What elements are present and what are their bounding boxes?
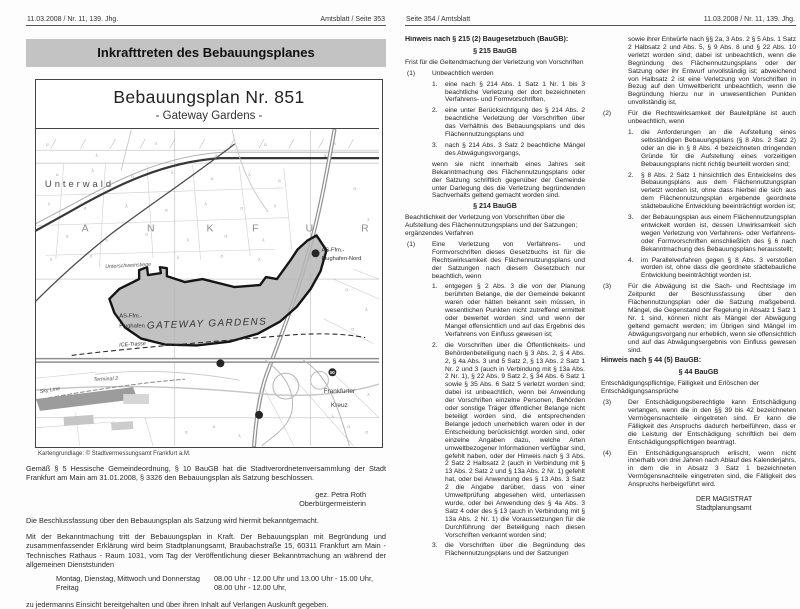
resolution-paragraph: Gemäß § 5 Hessische Gemeindeordnung, § 10 BauGB hat die Stadtverordnetenversammlung der Stadt Frankfurt am Main am 31.01.2008, § 3326 den Bebauungsplan als Satzung beschlossen. [26, 464, 386, 483]
svg-text:λ: λ [91, 169, 94, 175]
interchange-label-2: Kreuz [330, 401, 348, 409]
page-right [405, 0, 796, 588]
page-header-left [26, 0, 386, 26]
banner: Inkrafttreten des Bebauungsplanes [26, 39, 386, 67]
city-name-letters [82, 223, 370, 234]
svg-text:λ: λ [47, 202, 51, 208]
statute-columns [405, 36, 796, 588]
plan-subtitle: - Gateway Gardens - [155, 110, 263, 122]
svg-text:α: α [240, 206, 244, 212]
list-item: 2. eine unter Berücksichtigung des § 214 Abs. 2 beachtliche Verletzung der Vorschriften über das Verhältnis des Bebauungsplans und des Flächennutzungsplans und [432, 107, 585, 139]
section-heading: Hinweis nach § 44 (5) BauGB: [601, 356, 702, 365]
svg-text:α: α [45, 143, 49, 149]
junction-north-label-1: AS-Ffm.- [321, 247, 345, 254]
closing-paragraph: zu jedermanns Einsicht bereitgehalten und über ihren Inhalt auf Verlangen Auskunft gegeben. [26, 599, 329, 609]
svg-text:F: F [252, 223, 259, 235]
paragraph: Entschädigungspflichtige, Fälligkeit und Erlöschen der Entschädigungsansprüche [601, 380, 759, 396]
svg-text:α: α [323, 154, 327, 160]
office-hours [56, 574, 386, 593]
plan-box [35, 79, 383, 448]
svg-text:λ: λ [154, 142, 158, 148]
list-item: (4) Ein Entschädigungsanspruch erlischt, wenn nicht innerhalb von drei Jahren nach Ablauf des Kalenderjahrs, in dem die in Absatz 3 Satz 1 bezeichneten Vermögensnachteile eingetreten sind, die Fälligkeit des Anspruchs herbeigeführt wird. [603, 449, 796, 489]
svg-text:α: α [347, 424, 351, 430]
svg-text:λ: λ [105, 238, 108, 244]
junction-airport-label-2: Flughafen [119, 323, 145, 330]
svg-text:λ: λ [186, 238, 190, 244]
svg-text:λ: λ [262, 238, 265, 244]
svg-text:α: α [55, 172, 59, 178]
signature-block [26, 491, 386, 509]
header-page-label: Amtsblatt / Seite 353 [320, 16, 385, 23]
closing-signature: DER MAGISTRAT Stadtplanungsamt [696, 496, 753, 512]
list-item: (3) Der Entschädigungsberechtigte kann Entschädigung verlangen, wenn die in den §§ 39 bis 42 bezeichneten Vermögensnachteile eingetreten sind. Er kann die Fälligkeit des Anspruchs dadurch herbeiführen, dass er die Leistung der Entschädigung schriftlich bei dem Entschädigungspflichtigen beantragt. [603, 399, 796, 446]
svg-text:λ: λ [125, 204, 128, 210]
sbahn-label: Sky Line [39, 385, 61, 396]
paragraph: Frist für die Geltendmachung der Verletzung von Vorschriften [405, 58, 584, 66]
svg-text:λ: λ [170, 170, 174, 176]
announcement-paragraph: Die Beschlussfassung über den Bebauungsplan als Satzung wird hiermit bekanntgemacht. [26, 516, 319, 525]
list-item: (3) Für die Abwägung ist die Sach- und Rechtslage im Zeitpunkt der Beschlussfassung über den Flächennutzungsplan oder die Satzung maßgebend. Mängel, die Gegenstand der Regelung in Absatz 1 Satz 1 Nr. 1 sind, können nicht als Mängel der Abwägung geltend gemacht werden; im Übrigen sind Mängel im Abwägungsvorgang nur erheblich, wenn sie offensichtlich und auf das Abwägungsergebnis von Einfluss gewesen sind. [603, 283, 796, 354]
svg-text:λ: λ [367, 218, 370, 224]
svg-text:λ: λ [273, 204, 277, 210]
site-map [36, 128, 379, 447]
section-heading: Hinweis nach § 215 (2) Baugesetzbuch (BauGB): [405, 36, 569, 43]
header-page-label: Seite 354 / Amtsblatt [406, 16, 471, 23]
effect-paragraph: Mit der Bekanntmachung tritt der Bebauungsplan in Kraft. Der Bebauungsplan mit Begründung und zusammenfassender Erklärung wird beim Stadtplanungsamt, Braubachstraße 15, 60311 Frankfurt am Main - Technisches Rathaus - Raum 1031, vom Tag der Veröffentlichung dieser Bekanntmachung an während der allgemeinen Dienststunden [26, 532, 386, 569]
svg-text:α: α [224, 234, 228, 240]
svg-text:α: α [145, 232, 148, 238]
page-left [26, 0, 386, 609]
list-item: 4. im Parallelverfahren gegen § 8 Abs. 3 verstoßen worden ist, ohne dass die geordnete städtebauliche Entwicklung beeinträchtigt worden ist. [628, 256, 796, 280]
list-item: 1. die Anforderungen an die Aufstellung eines selbständigen Bebauungsplans (§ 8 Abs. 2 Satz 2) oder an die in § 8 Abs. 4 bezeichneten dringenden Gründe für die Aufstellung eines vorzeitigen Bebauungsplans nicht richtig beurteilt worden sind; [628, 128, 796, 168]
list-item: 3. nach § 214 Abs. 3 Satz 2 beachtliche Mängel des Abwägungsvorgangs, [432, 141, 585, 157]
svg-text:α: α [184, 430, 188, 436]
list-item: 1. entgegen § 2 Abs. 3 die von der Planung berührten Belange, die der Gemeinde bekannt waren oder hätten bekannt sein müssen, in wesentlichen Punkten nicht zutreffend ermittelt oder bewertet worden sind und wenn der Mangel offensichtlich und auf das Ergebnis des Verfahrens von Einfluss gewesen ist; [432, 283, 585, 338]
terminal-label: Terminal 2 [93, 375, 119, 384]
svg-text:λ: λ [333, 142, 336, 148]
column-2 [601, 36, 796, 588]
svg-text:λ: λ [238, 434, 241, 440]
svg-text:A: A [81, 223, 89, 235]
svg-text:λ: λ [176, 256, 180, 262]
paragraph: wenn sie nicht innerhalb eines Jahres seit Bekanntmachung des Flächennutzungsplans oder der Satzung schriftlich gegenüber der Gemeinde unter Darlegung des die Verletzung begründenden Sachverhalts geltend gemacht worden sind. [432, 160, 585, 200]
paragraph: Beachtlichkeit der Verletzung von Vorschriften über die Aufstellung des Flächennutzungsplans und der Satzungen; ergänzendes Verfahren [405, 214, 578, 238]
svg-text:R: R [361, 223, 369, 235]
map-caption: Kartengrundlage: © Stadtvermessungsamt Frankfurt a.M. [38, 451, 191, 457]
interchange-label-1: Frankfurter [323, 388, 356, 396]
svg-text:50: 50 [330, 369, 335, 375]
header-date: 11.03.2008 / Nr. 11, 139. Jhg. [703, 16, 795, 23]
buildings [36, 387, 149, 430]
svg-text:λ: λ [331, 414, 334, 420]
svg-text:α: α [89, 254, 93, 260]
svg-text:α: α [277, 178, 281, 184]
junction-north-label-2: Flughafen-Nord [321, 256, 362, 263]
plan-title: Bebauungsplan Nr. 851 [113, 87, 305, 107]
svg-text:α: α [131, 174, 135, 180]
svg-text:λ: λ [95, 154, 98, 160]
svg-text:α: α [83, 206, 87, 212]
list-item: (1) Unbeachtlich werden [407, 69, 494, 77]
svg-text:α: α [212, 424, 216, 430]
law-heading: § 215 BauGB [473, 46, 517, 55]
svg-text:α: α [365, 430, 368, 436]
ice-route-label: ICE-Trasse [119, 341, 146, 349]
junction-airport-label-1: AS-Ffm.- [119, 313, 143, 320]
list-item: 2. § 8 Abs. 2 Satz 1 hinsichtlich des Entwickelns des Bebauungsplans aus dem Flächennutzungsplan verletzt worden ist, ohne dass hierbei die sich aus dem Flächennutzungsplan ergebende geordnete städtebauliche Entwicklung beeinträchtigt worden ist; [628, 171, 796, 211]
svg-text:λ: λ [49, 258, 53, 264]
plan-area-label: GATEWAY GARDENS [146, 316, 268, 332]
svg-text:α: α [164, 208, 168, 214]
svg-text:α: α [264, 143, 267, 149]
svg-text:λ: λ [204, 202, 207, 208]
svg-text:U: U [305, 223, 314, 235]
forest-label: Unterwald [44, 177, 115, 189]
svg-text:N: N [147, 223, 155, 235]
header-date: 11.03.2008 / Nr. 11, 139. Jhg. [27, 16, 119, 23]
svg-text:λ: λ [367, 393, 370, 399]
law-heading: § 44 BauGB [678, 368, 719, 377]
list-item: (1) Eine Verletzung von Verfahrens- und Formvorschriften dieses Gesetzbuchs ist für die Rechtswirksamkeit des Flächennutzungsplans und der Satzungen nach diesem Gesetzbuch nur beachtlich, wenn [407, 240, 585, 280]
office-hours-row: Freitag 08.00 Uhr - 12.00 Uhr, [56, 583, 287, 593]
list-item: 3. die Vorschriften über die Begründung des Flächennutzungsplans und der Satzungen [432, 542, 585, 558]
svg-text:α: α [220, 254, 224, 260]
signature-title: Oberbürgermeisterin [299, 499, 366, 509]
svg-text:α: α [353, 186, 357, 192]
svg-text:α: α [65, 234, 69, 240]
svg-text:λ: λ [258, 258, 261, 264]
svg-text:α: α [351, 327, 355, 333]
svg-text:λ: λ [365, 307, 368, 313]
svg-text:α: α [345, 287, 349, 293]
street-label: Unterschweinstiege [105, 261, 152, 271]
svg-text:λ: λ [248, 172, 251, 178]
page-header-right [405, 0, 796, 26]
svg-text:α: α [210, 176, 214, 182]
list-item: 2. die Vorschriften über die Öffentlichkeits- und Behördenbeteiligung nach § 3 Abs. 2, § 4 Abs. 2, § 4a Abs. 3 und 5 Satz 2, § 13 Abs. 2 Satz 1 Nr. 2 und 3 (auch in Verbindung mit § 13a Abs. 2 Nr. 1), § 22 Abs. 9 Satz 2, § 34 Abs. 6 Satz 1 sowie § 35 Abs. 6 Satz 5 verletzt worden sind; dabei ist unbeachtlich, wenn bei Anwendung der Vorschriften einzelne Personen, Behörden oder sonstige Träger öffentlicher Belange nicht beteiligt worden sind, die entsprechenden Belange jedoch unerheblich waren oder in der Entscheidung berücksichtigt worden sind, oder einzelne Angaben dazu, welche Arten umweltbezogener Informationen verfügbar sind, gefehlt haben, oder der Hinweis nach § 3 Abs. 2 Satz 2 Halbsatz 2 (auch in Verbindung mit § 13 Abs. 2 Satz 2 und § 13a Abs. 2 Nr. 1) gefehlt hat, oder bei Anwendung des § 13 Abs. 3 Satz 2 die Angabe darüber, dass von einer Umweltprüfung abgesehen wird, unterlassen wurde, oder bei Anwendung des § 4a Abs. 3 Satz 4 oder des § 13 (auch in Verbindung mit § 13a Abs. 2 Nr. 1) die Voraussetzungen für die Durchführung der Beteiligung nach diesen Vorschriften verkannt worden sind; [432, 341, 585, 539]
list-item: 1. eine nach § 214 Abs. 1 Satz 1 Nr. 1 bis 3 beachtliche Verletzung der dort bezeichneten Verfahrens- und Formvorschriften, [432, 80, 585, 104]
paragraph: sowie ihrer Entwürfe nach §§ 2a, 3 Abs. 2 § 5 Abs. 1 Satz 2 Halbsatz 2 und Abs. 5, § 9 Abs. 8 und § 22 Abs. 10 verletzt worden sind; dabei ist unbeachtlich, wenn die Begründung des Flächennutzungsplans oder der Satzung oder ihr Entwurf unvollständig ist; abweichend von Halbsatz 2 ist eine Verletzung von Vorschriften in Bezug auf den Umweltbericht unbeachtlich, wenn die Begründung hierzu nur in unwesentlichen Punkten unvollständig ist, [628, 36, 796, 107]
svg-text:α: α [214, 154, 218, 160]
signature-name: gez. Petra Roth [315, 490, 366, 500]
list-item: (2) Für die Rechtswirksamkeit der Bauleitpläne ist auch unbeachtlich, wenn [603, 110, 796, 126]
list-item: 3. der Bebauungsplan aus einem Flächennutzungsplan entwickelt worden ist, dessen Unwirksamkeit sich wegen Verletzung von Verfahrens- oder Verfahrens- oder Formvorschriften einschließlich des § 6 nach Bekanntmachung des Bebauungsplans herausstellt; [628, 214, 796, 253]
svg-text:K: K [206, 223, 214, 235]
column-1 [405, 36, 585, 588]
law-heading: § 214 BauGB [473, 202, 517, 211]
office-hours-row: Montag, Dienstag, Mittwoch und Donnerstag 08.00 Uhr - 12.00 Uhr und 13.00 Uhr - 15.00 Uhr, [56, 574, 374, 584]
